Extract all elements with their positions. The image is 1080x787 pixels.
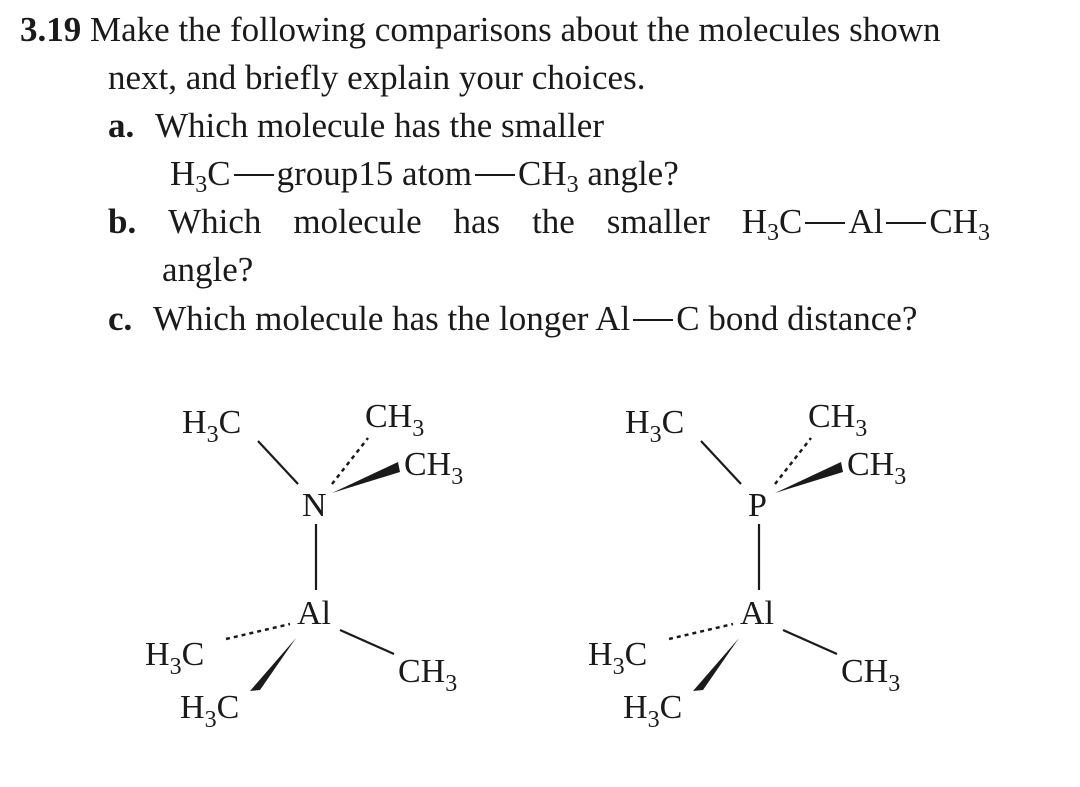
donor-atom: P xyxy=(748,487,767,524)
top-right-back-methyl: $CH_3$ xyxy=(365,398,425,442)
part-a-tail: angle? xyxy=(587,154,679,193)
top-left-methyl: $H_3C$ xyxy=(182,404,242,448)
top-right-wedge-methyl: $CH_3$ xyxy=(847,446,907,490)
dashed-bond xyxy=(669,624,733,639)
bottom-left-wedge-methyl: $H_3C$ xyxy=(180,689,240,733)
part-a-question: Which molecule has the smaller xyxy=(155,106,605,145)
part-b-tail: angle? xyxy=(162,250,254,289)
part-b-word: molecule xyxy=(293,202,422,241)
bond-line xyxy=(340,630,394,654)
wedge-bond xyxy=(775,462,843,493)
part-c-tail: bond distance? xyxy=(708,299,918,338)
molecule-nitrogen-adduct xyxy=(145,398,463,733)
part-c-label: c. xyxy=(108,299,133,338)
part-a-label: a. xyxy=(108,106,135,145)
part-b-formula: $H_3C$ Al $CH_3$ xyxy=(741,202,990,246)
dashed-bond xyxy=(775,438,811,484)
intro-text-2: next, and briefly explain your choices. xyxy=(108,58,646,97)
part-c-atom-1: Al xyxy=(595,299,631,338)
dashed-bond xyxy=(226,624,290,639)
problem-number: 3.19 xyxy=(20,10,82,49)
top-right-wedge-methyl: $CH_3$ xyxy=(404,446,464,490)
bottom-left-dashed-methyl: $H_3C$ xyxy=(588,636,648,680)
dashed-bond xyxy=(332,438,368,484)
bottom-right-methyl: $CH_3$ xyxy=(398,653,458,697)
aluminum-atom: Al xyxy=(740,595,774,632)
donor-atom: N xyxy=(302,487,327,524)
top-left-methyl: $H_3C$ xyxy=(625,404,685,448)
part-c-question: Which molecule has the longer xyxy=(153,299,589,338)
bond-line xyxy=(701,441,741,484)
part-a-middle: group15 atom xyxy=(276,154,473,193)
bond-line xyxy=(258,441,298,484)
part-b-word: Which xyxy=(168,202,262,241)
part-b-word: the xyxy=(532,202,575,241)
bottom-left-dashed-methyl: $H_3C$ xyxy=(145,636,205,680)
aluminum-atom: Al xyxy=(297,595,331,632)
wedge-bond xyxy=(250,638,296,691)
bottom-right-methyl: $CH_3$ xyxy=(841,653,901,697)
intro-text-1: Make the following comparisons about the molecules shown xyxy=(90,10,941,49)
bottom-left-wedge-methyl: $H_3C$ xyxy=(623,689,683,733)
part-a-right-group: $CH_3$ xyxy=(518,154,579,198)
molecule-phosphorus-adduct xyxy=(588,398,906,733)
part-b-word: has xyxy=(453,202,501,241)
part-b-label: b. xyxy=(108,202,137,241)
part-a-left-group: $H_3C$ xyxy=(170,154,231,198)
top-right-back-methyl: $CH_3$ xyxy=(808,398,868,442)
wedge-bond xyxy=(693,638,739,691)
part-b-word: smaller xyxy=(606,202,710,241)
wedge-bond xyxy=(332,462,400,493)
bond-line xyxy=(783,630,837,654)
part-c-atom-2: C xyxy=(676,299,700,338)
